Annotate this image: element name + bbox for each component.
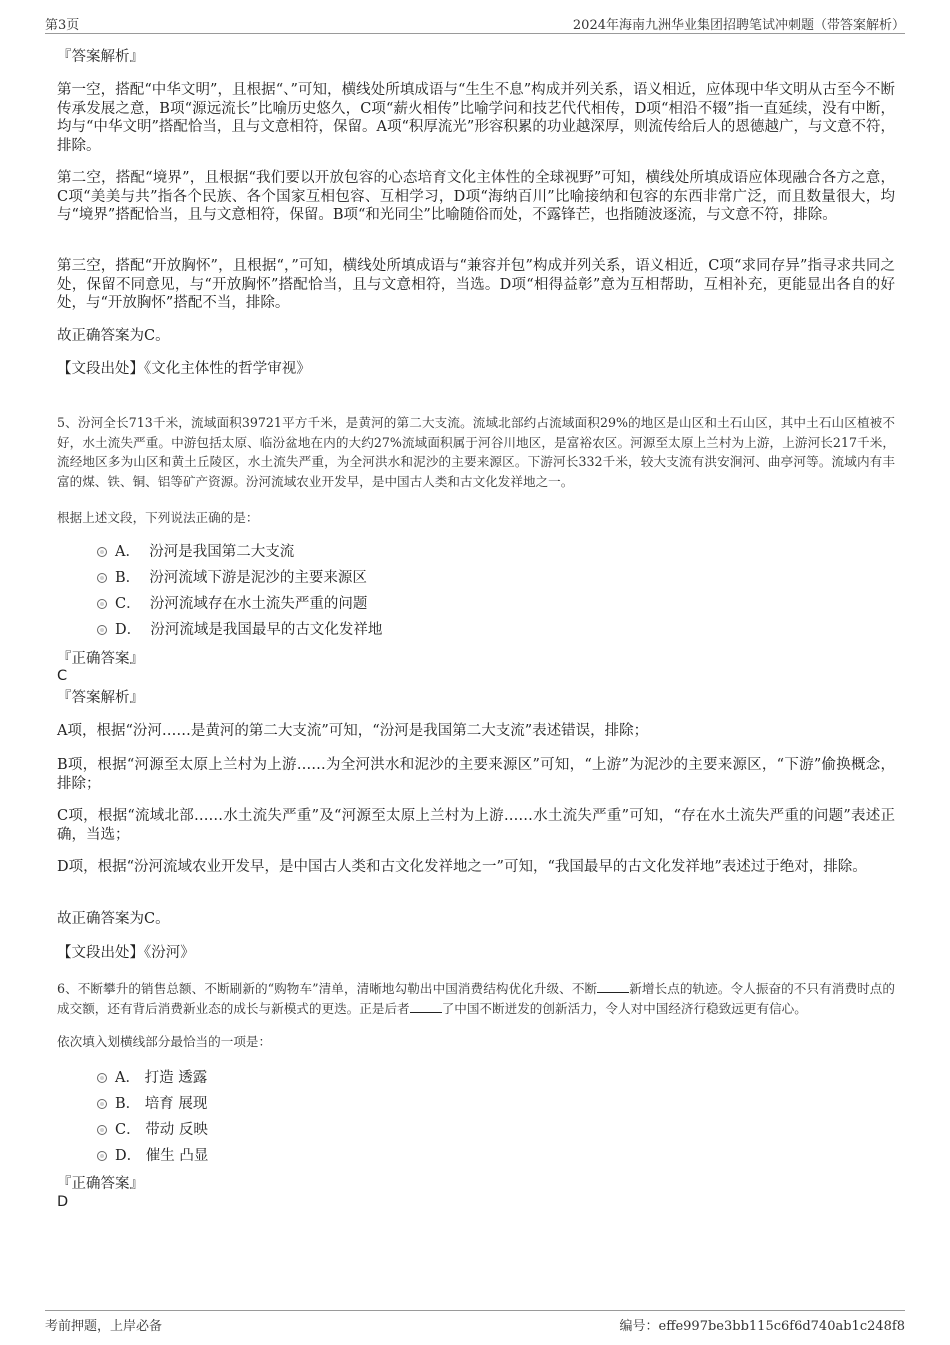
- footer-slogan: 考前押题，上岸必备: [45, 1319, 163, 1334]
- radio-icon[interactable]: [97, 1073, 107, 1083]
- q5-option-c[interactable]: [97, 595, 367, 613]
- radio-icon[interactable]: [97, 599, 107, 609]
- option-text: 汾河流域下游是泥沙的主要来源区: [149, 570, 367, 586]
- option-letter: A．: [115, 1070, 140, 1086]
- radio-icon[interactable]: [97, 625, 107, 635]
- q6-stem-text-3: 了中国不断迸发的创新活力，令人对中国经济行稳致远更有信心。: [441, 1000, 807, 1016]
- q5-correct-label: 『正确答案』: [57, 651, 144, 667]
- option-text: 打造 透露: [144, 1070, 208, 1086]
- option-letter: D．: [115, 1148, 142, 1164]
- option-text: 带动 反映: [145, 1122, 208, 1138]
- q4-analysis-label: 『答案解析』: [57, 49, 144, 65]
- page-footer: [45, 1310, 905, 1336]
- q4-source: 【文段出处】《文化主体性的哲学审视》: [57, 361, 311, 377]
- q4-analysis-para-1: 第一空，搭配“中华文明”，且根据“、”可知，横线处所填成语与“生生不息”构成并列关系，语义相近，应体现中华文明从古至今不断传承发展之意，B项“源远流长”比喻历史悠久，C项“薪火相传”比喻学问和技艺代代相传，D项“相沿不辍”指一直延续，没有中断，均与“中华文明”搭配恰当，且与文意相符，保留。A项“积厚流光”形容积累的功业越深厚，则流传给后人的恩德越广，与文意不符，排除。: [57, 82, 895, 154]
- option-text: 汾河流域存在水土流失严重的问题: [149, 596, 368, 612]
- option-letter: D．: [115, 622, 142, 638]
- page-number: 第3页: [45, 18, 80, 33]
- option-text: 催生 凸显: [145, 1148, 209, 1164]
- q4-analysis-para-3: 第三空，搭配“开放胸怀”，且根据“，”可知，横线处所填成语与“兼容并包”构成并列关系，语义相近，C项“求同存异”指寻求共同之处，保留不同意见，与“开放胸怀”搭配恰当，且与文意相符，当选。D项“相得益彰”意为互相帮助，互相补充，更能显出各自的好处，与“开放胸怀”搭配不当，排除。: [57, 258, 895, 311]
- q5-analysis-d: D项，根据“汾河流域农业开发早，是中国古人类和古文化发祥地之一”可知，“我国最早的古文化发祥地”表述过于绝对，排除。: [57, 859, 867, 875]
- q5-analysis-label: 『答案解析』: [57, 690, 144, 706]
- q6-option-c[interactable]: [97, 1121, 208, 1139]
- q5-prompt: 根据上述文段，下列说法正确的是：: [57, 510, 259, 525]
- q4-conclusion: 故正确答案为C。: [57, 328, 170, 344]
- q5-option-b[interactable]: [97, 569, 367, 587]
- radio-icon[interactable]: [97, 573, 107, 583]
- document-title: 2024年海南九洲华业集团招聘笔试冲刺题（带答案解析）: [572, 18, 905, 33]
- q5-conclusion: 故正确答案为C。: [57, 911, 170, 927]
- q5-option-a[interactable]: [97, 543, 294, 561]
- q6-blank-2: [410, 1001, 442, 1013]
- q5-correct-value: C: [57, 668, 68, 684]
- q4-analysis-para-2: 第二空，搭配“境界”，且根据“我们要以开放包容的心态培育文化主体性的全球视野”可知，横线处所填成语应体现融合各方之意，C项“美美与共”指各个民族、各个国家互相包容、互相学习，D项“海纳百川”比喻接纳和包容的东西非常广泛，而且数量很大，均与“境界”搭配恰当，且与文意相符，保留。B项“和光同尘”比喻随俗而处，不露锋芒，也指随波逐流，与文意不符，排除。: [57, 170, 895, 223]
- q5-stem: 5、汾河全长713千米，流域面积39721平方千米，是黄河的第二大支流。流域北部约占流域面积29%的地区是山区和土石山区，其中土石山区植被不好，水土流失严重。中游包括太原、临汾盆地在内的大约27%流域面积属于河谷川地区，是富裕农区。河源至太原上兰村为上游，上游河长217千米，流经地区多为山区和黄土丘陵区，水土流失严重，为全河洪水和泥沙的主要来源区。下游河长332千米，较大支流有洪安涧河、曲亭河等。流域内有丰富的煤、铁、铜、铝等矿产资源。汾河流域农业开发早，是中国古人类和古文化发祥地之一。: [57, 415, 895, 489]
- q5-analysis-c: C项，根据“流域北部……水土流失严重”及“河源至太原上兰村为上游……水土流失严重”可知，“存在水土流失严重的问题”表述正确，当选；: [57, 808, 895, 843]
- option-letter: B．: [115, 1096, 141, 1112]
- radio-icon[interactable]: [97, 547, 107, 557]
- q6-option-d[interactable]: [97, 1147, 208, 1165]
- q5-analysis-a: A项，根据“汾河……是黄河的第二大支流”可知，“汾河是我国第二大支流”表述错误，排除；: [57, 723, 649, 739]
- q6-correct-label: 『正确答案』: [57, 1176, 144, 1192]
- q6-correct-value: D: [57, 1194, 69, 1210]
- option-letter: C．: [115, 596, 141, 612]
- option-letter: B．: [115, 570, 141, 586]
- option-text: 汾河流域是我国最早的古文化发祥地: [150, 622, 383, 638]
- document-id: 编号：effe997be3bb115c6f6d740ab1c248f8: [619, 1319, 905, 1334]
- q5-analysis-b: B项，根据“河源至太原上兰村为上游……为全河洪水和泥沙的主要来源区”可知，“上游”为泥沙的主要来源区，“下游”偷换概念，排除；: [57, 757, 895, 792]
- q6-stem-text-1: 6、不断攀升的销售总额、不断刷新的“购物车”清单，清晰地勾勒出中国消费结构优化升级、不断: [57, 981, 598, 996]
- radio-icon[interactable]: [97, 1099, 107, 1109]
- option-letter: A．: [115, 544, 140, 560]
- q5-source: 【文段出处】《汾河》: [57, 945, 195, 961]
- q6-blank-1: [597, 981, 629, 993]
- radio-icon[interactable]: [97, 1151, 107, 1161]
- q6-stem: [57, 979, 895, 1018]
- q6-prompt: 依次填入划横线部分最恰当的一项是：: [57, 1034, 272, 1049]
- radio-icon[interactable]: [97, 1125, 107, 1135]
- option-letter: C．: [115, 1122, 141, 1138]
- page-header: [45, 12, 905, 34]
- q6-option-b[interactable]: [97, 1095, 207, 1113]
- q6-option-a[interactable]: [97, 1069, 207, 1087]
- option-text: 汾河是我国第二大支流: [149, 544, 295, 560]
- q6-stem-text-2: 新增长点的轨迹。令人振奋的不只有消费时点的成交额，还有背后消费新业态的成长与新模式的更迭。正是后者: [57, 981, 896, 1016]
- option-text: 培育 展现: [144, 1096, 208, 1112]
- q5-option-d[interactable]: [97, 621, 382, 639]
